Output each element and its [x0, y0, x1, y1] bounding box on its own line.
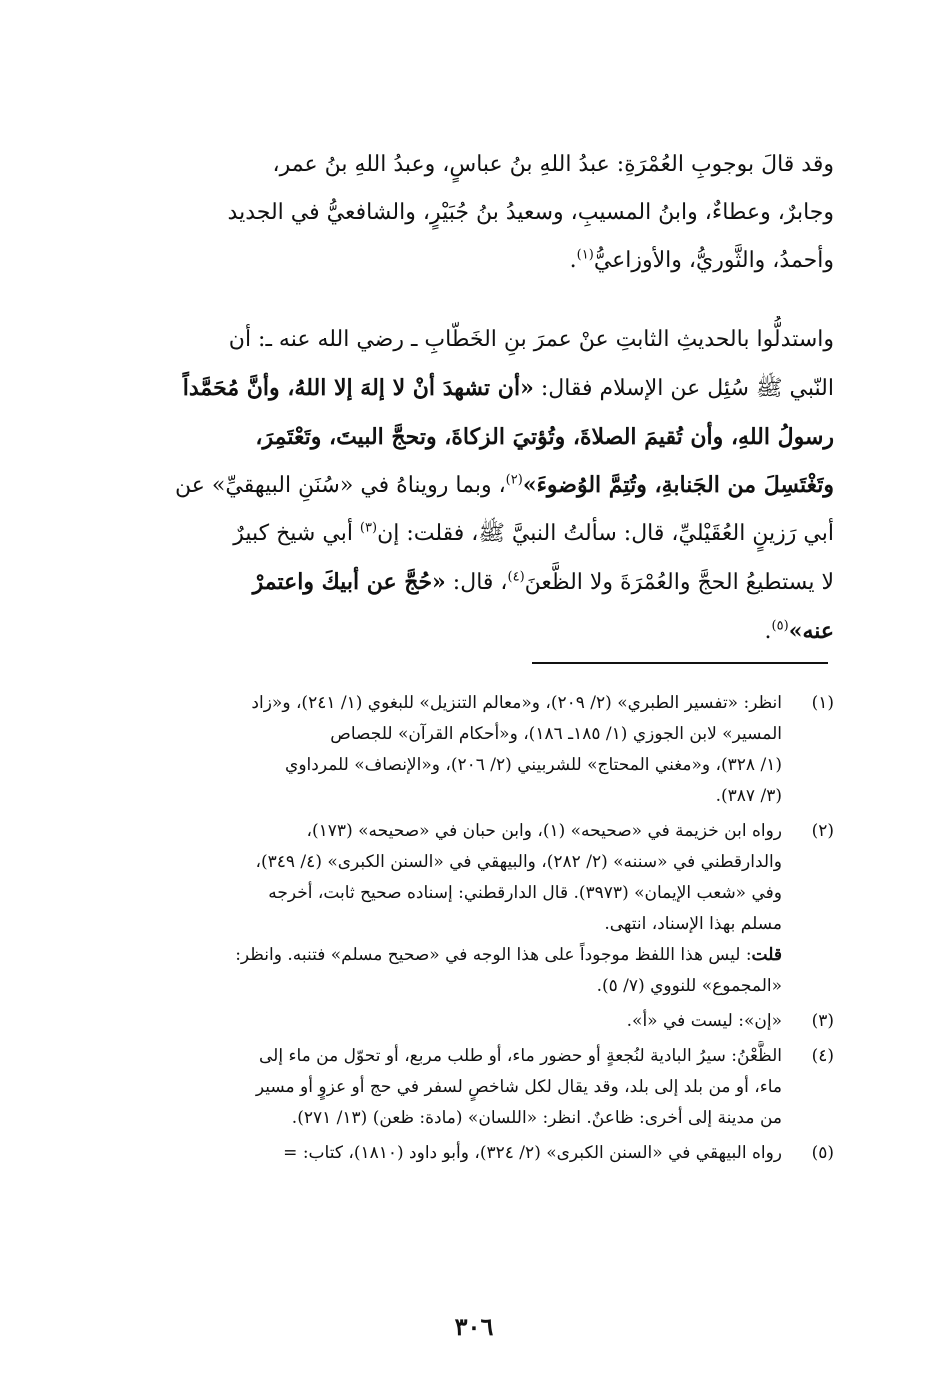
- footnote-ref: (٣): [359, 520, 378, 536]
- hadith-quote: «أن تشهدَ أنْ لا إلهَ إلا اللهُ، وأنَّ مُحَمَّداً: [182, 375, 534, 401]
- footnote-number: (٣): [811, 1011, 834, 1031]
- hadith-quote: عنه»: [788, 618, 834, 644]
- footnote-note-line: [112, 940, 782, 971]
- footnote-line: الظَّعْنُ: سيرُ البادية لنُجعةٍ أو حضور ماء، أو طلب مربع، أو تحوّل من ماء إلى: [259, 1046, 782, 1066]
- footnote-ref: (٥): [771, 618, 789, 634]
- footnote-line: انظر: «تفسير الطبري» (٢/ ٢٠٩)، و«معالم التنزيل» للبغوي (١/ ٢٤١)، و«زاد: [251, 693, 782, 713]
- footnote-line: «إن»: ليست في «أ».: [626, 1011, 782, 1031]
- footnote-line: (١/ ٣٢٨)، و«مغني المحتاج» للشربيني (٢/ ٢٠٦)، و«الإنصاف» للمرداوي: [285, 755, 782, 775]
- paragraph-text: النّبي ﷺ سُئِل عن الإسلام فقال:: [533, 376, 834, 401]
- footnote-ref: (٢): [505, 472, 523, 488]
- footnote-line: رواه البيهقي في «السنن الكبرى» (٢/ ٣٢٤)، وأبو داود (١٨١٠)، كتاب: =: [283, 1143, 782, 1163]
- footnote-4: [112, 1041, 834, 1134]
- paragraph-line: [112, 558, 834, 607]
- footnote-1: [112, 688, 834, 812]
- footnote-number: (٥): [811, 1143, 834, 1163]
- page-number: ٣٠٦: [454, 1312, 494, 1341]
- footnote-ref: (٤): [507, 569, 525, 585]
- footnote-line: مسلم بهذا الإسناد، انتهى.: [604, 914, 782, 934]
- footnote-2: [112, 816, 834, 1002]
- footnote-ref: (١): [576, 247, 594, 263]
- note-label: قلت: [751, 945, 782, 965]
- hadith-quote: رسولُ اللهِ، وأن تُقيمَ الصلاةَ، وتُؤتيَ الزكاةَ، وتحجَّ البيتَ، وتَعْتَمِرَ،: [255, 424, 834, 450]
- paragraph-text: لا يستطيعُ الحجَّ والعُمْرَةَ ولا الظَّعنَ: [524, 570, 834, 595]
- footnote-line: وفي «شعب الإيمان» (٣٩٧٣). قال الدارقطني: إسناده صحيح ثابت، أخرجه: [268, 883, 782, 903]
- footnote-number: (٤): [811, 1046, 834, 1066]
- paragraph-text: ، وبما رويناهُ في «سُنَنِ البيهقيِّ» عن: [175, 473, 506, 498]
- paragraph-text: .: [569, 248, 577, 273]
- footnote-line: المسير» لابن الجوزي (١/ ١٨٥ـ ١٨٦)، و«أحكام القرآن» للجصاص: [330, 724, 782, 744]
- footnote-line: ماء، أو من بلد إلى بلد، وقد يقال لكل شاخصٍ لسفر في حج أو عزوٍ أو مسير: [255, 1077, 782, 1097]
- note-text: : ليس هذا اللفظ موجوداً على هذا الوجه في «صحيح مسلم» فتنبه. وانظر:: [235, 945, 752, 965]
- paragraph-line: وقد قالَ بوجوبِ العُمْرَةِ: عبدُ اللهِ بنُ عباسٍ، وعبدُ اللهِ بنُ عمر،: [272, 152, 834, 177]
- paragraph-line: [112, 510, 834, 558]
- footnote-line: رواه ابن خزيمة في «صحيحه» (١)، وابن حبان في «صحيحه» (١٧٣)،: [306, 821, 782, 841]
- paragraph-line: وجابرٌ، وعطاءٌ، وابنُ المسيبِ، وسعيدُ بنُ جُبَيْرٍ، والشافعيُّ في الجديد: [227, 200, 834, 225]
- footnote-line: من مدينة إلى أخرى: ظاعنٌ. انظر: «اللسان» (مادة: ظعن) (١٣/ ٢٧١).: [291, 1108, 782, 1128]
- footnote-number: (٢): [811, 821, 834, 841]
- paragraph-line: [112, 461, 834, 510]
- footnote-note-line: «المجموع» للنووي (٧/ ٥).: [596, 976, 782, 996]
- footnote-line: (٣/ ٣٨٧).: [715, 786, 782, 806]
- hadith-quote: «حُجَّ عن أبيكَ واعتمرْ: [252, 569, 446, 595]
- paragraph-text: .: [764, 619, 772, 644]
- paragraph-line: [112, 607, 834, 656]
- hadith-quote: وتَغْتَسِلَ من الجَنابةِ، وتُتِمَّ الوُضوءَ»: [522, 472, 834, 498]
- paragraph-text: وأحمدُ، والثَّوريُّ، والأوزاعيُّ: [593, 248, 834, 273]
- paragraph-line: [112, 237, 834, 285]
- paragraph-text: ، قال:: [445, 570, 508, 595]
- main-paragraph-2: [112, 316, 834, 656]
- footnote-divider: [532, 662, 828, 664]
- paragraph-text: أبي شيخ كبيرٌ: [233, 521, 360, 546]
- footnotes: [112, 688, 834, 1173]
- footnote-3: [112, 1006, 834, 1037]
- footnote-5: [112, 1138, 834, 1169]
- paragraph-line: [112, 364, 834, 413]
- footnote-number: (١): [811, 693, 834, 713]
- footnote-line: والدارقطني في «سننه» (٢/ ٢٨٢)، والبيهقي في «السنن الكبرى» (٤/ ٣٤٩)،: [255, 852, 782, 872]
- paragraph-line: واستدلُّوا بالحديثِ الثابتِ عنْ عمرَ بنِ الخَطّابِ ـ رضي الله عنه ـ: أن: [228, 327, 834, 352]
- paragraph-text: أبي رَزينٍ العُقَيْليِّ، قال: سألتُ النبيَّ ﷺ، فقلت: إن: [377, 521, 834, 546]
- main-paragraph-1: [112, 141, 834, 285]
